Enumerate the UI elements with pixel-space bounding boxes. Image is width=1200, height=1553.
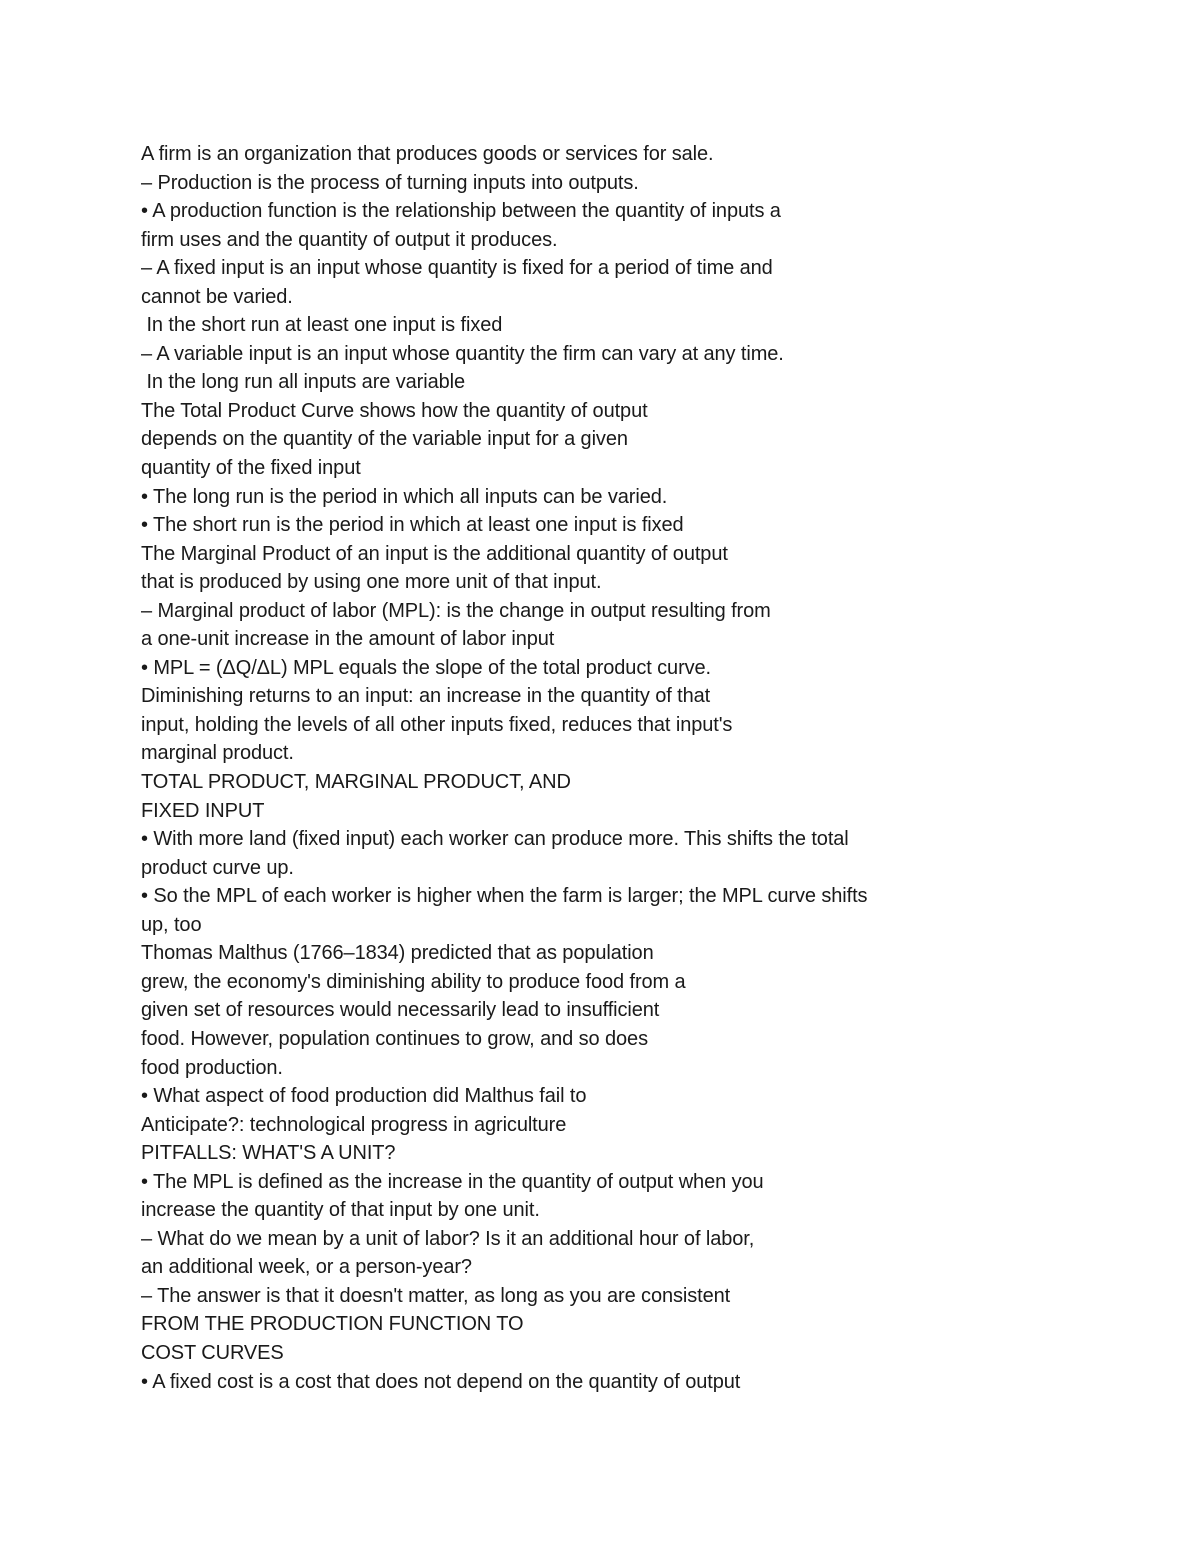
text-line: marginal product. (141, 742, 294, 765)
text-line: quantity of the fixed input (141, 457, 361, 480)
text-line: • So the MPL of each worker is higher when the farm is larger; the MPL curve shifts (141, 885, 868, 908)
text-line: TOTAL PRODUCT, MARGINAL PRODUCT, AND (141, 771, 571, 794)
text-line: In the long run all inputs are variable (141, 371, 465, 394)
text-line: cannot be varied. (141, 285, 293, 308)
text-line: • MPL = (ΔQ/ΔL) MPL equals the slope of the total product curve. (141, 656, 712, 679)
text-line: – A variable input is an input whose quantity the firm can vary at any time. (141, 342, 784, 365)
text-line: FROM THE PRODUCTION FUNCTION TO (141, 1313, 524, 1336)
text-line: that is produced by using one more unit of that input. (141, 571, 602, 594)
text-line: PITFALLS: WHAT'S A UNIT? (141, 1142, 396, 1165)
document-text (141, 140, 1101, 1396)
text-line: • With more land (fixed input) each worker can produce more. This shifts the total (141, 828, 849, 851)
text-line: The Marginal Product of an input is the additional quantity of output (141, 542, 728, 565)
text-line: input, holding the levels of all other inputs fixed, reduces that input's (141, 713, 733, 736)
text-line: firm uses and the quantity of output it produces. (141, 228, 558, 251)
text-line: • The MPL is defined as the increase in the quantity of output when you (141, 1170, 764, 1193)
text-line: In the short run at least one input is fixed (141, 314, 503, 337)
text-line: food production. (141, 1056, 283, 1079)
text-line: an additional week, or a person-year? (141, 1256, 472, 1279)
text-line: • A production function is the relationship between the quantity of inputs a (141, 200, 781, 223)
text-line: product curve up. (141, 856, 294, 879)
text-line: The Total Product Curve shows how the quantity of output (141, 399, 648, 422)
text-line: Anticipate?: technological progress in agriculture (141, 1113, 567, 1136)
text-line: Diminishing returns to an input: an increase in the quantity of that (141, 685, 711, 708)
text-line: – What do we mean by a unit of labor? Is it an additional hour of labor, (141, 1227, 755, 1250)
text-line: A firm is an organization that produces goods or services for sale. (141, 143, 714, 165)
text-line: increase the quantity of that input by one unit. (141, 1199, 540, 1222)
text-line: COST CURVES (141, 1341, 284, 1364)
text-line: grew, the economy's diminishing ability to produce food from a (141, 970, 686, 993)
text-line: – Marginal product of labor (MPL): is the change in output resulting from (141, 599, 771, 622)
text-line: a one-unit increase in the amount of labor input (141, 628, 555, 651)
text-line: • A fixed cost is a cost that does not depend on the quantity of output (141, 1370, 741, 1393)
text-line: – The answer is that it doesn't matter, as long as you are consistent (141, 1284, 731, 1307)
text-line: – Production is the process of turning inputs into outputs. (141, 171, 639, 194)
text-line: given set of resources would necessarily lead to insufficient (141, 999, 660, 1022)
text-line: • The short run is the period in which at least one input is fixed (141, 514, 684, 537)
text-line: • The long run is the period in which all inputs can be varied. (141, 485, 668, 508)
text-line: Thomas Malthus (1766–1834) predicted that as population (141, 942, 654, 965)
text-line: food. However, population continues to grow, and so does (141, 1027, 648, 1050)
text-line: – A fixed input is an input whose quantity is fixed for a period of time and (141, 257, 773, 280)
text-line: up, too (141, 913, 202, 936)
text-line: FIXED INPUT (141, 799, 265, 822)
text-line: • What aspect of food production did Malthus fail to (141, 1085, 587, 1108)
text-line: depends on the quantity of the variable input for a given (141, 428, 628, 451)
